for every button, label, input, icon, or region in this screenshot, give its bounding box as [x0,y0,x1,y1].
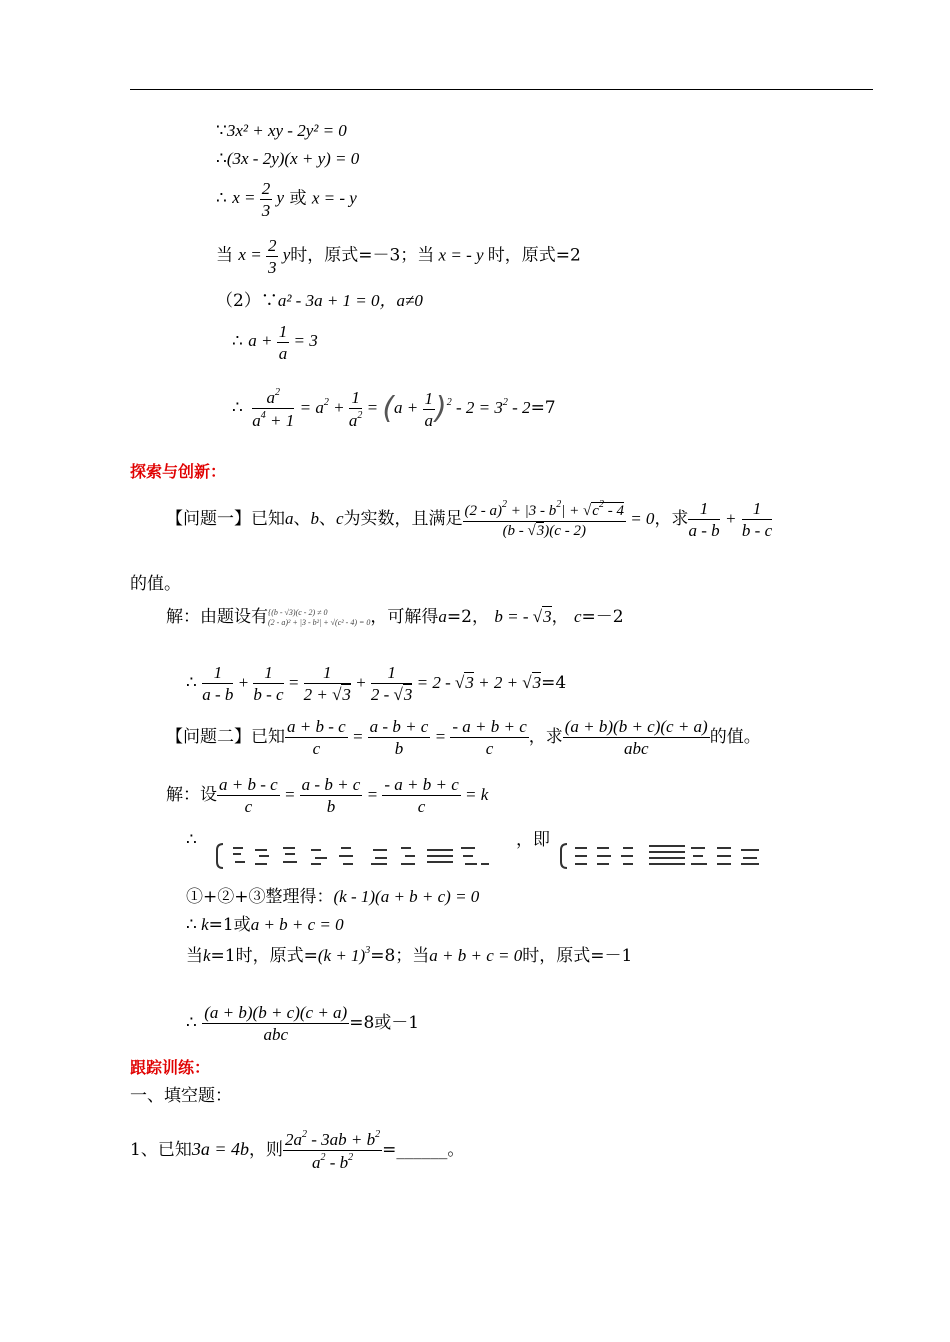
or-word: 或 [289,188,307,209]
factored-equation: (3x - 2y)(x + y) = 0 [226,149,360,168]
problem-fill-1-label: 1、已知 [130,1140,192,1160]
problem-1-label: 【问题一】已知 [166,509,285,529]
when-mid-2: =8；当 [370,946,430,966]
solution-1-mid: ，可解得 [370,607,439,628]
solution-2-cases: ∴ k=1或a + b + c = 0 [186,915,344,935]
line-solutions [216,180,357,219]
line-a-plus-inverse: ∴ a + $\frac{1}{a}$ = 3 [232,322,318,363]
solution-2-system [186,832,197,849]
final-result: =8或－1 [349,1013,420,1033]
when-word: 当 [216,245,233,266]
solution-2-final: ∴ $\frac{(a + b)(b + c)(c + a)}{\text{abc}}$ =8或－1 [186,1003,420,1044]
solution-x-neg-y: x = - y [311,188,357,208]
therefore-symbol: ∴ [216,188,227,209]
therefore-symbol: ∴ [216,149,227,169]
solution-2-sum: ①+②+③整理得：(k - 1)(a + b + c) = 0 [186,887,480,907]
solution-1-result: ∴ $\frac{1}{a - b}$ + $\frac{1}{b - c}$ = $\frac{1}{2 + √3}$ + $\frac{1}{2 - √3}$ = 2 - √3 + 2 + √3=4 [186,663,567,704]
problem-2: 【问题二】已知 $\frac{a + b - c}{c}$ = $\frac{a - b + c}{b}$ = $\frac{- a + b + c}{c}$ ，求 $\frac{(a + b)(b + c)(c + a)}{\text{abc}}$ 的值。 [166,717,761,758]
section-train-title: 跟踪训练： [130,1058,211,1077]
part-2-label: （2）∵ [216,291,278,311]
line-factored [216,150,359,168]
solution-1: 解：由题设有{(b - √3)(c - 2) ≠ 0 (2 - a)² + |3 - b²| + √(c² - 4) = 0，可解得a=2， b = - √3， c=－2 [166,607,624,628]
problem-fill-1-end: =______。 [382,1140,465,1160]
solution-1-label: 解：由题设有 [166,607,268,628]
problem-2-end: 的值。 [709,727,761,747]
condition-a-nonzero: ，a≠0 [379,291,423,310]
line-cases: 当 x = $\frac{2}{3}$ y时，原式=－3；当 x = - y 时，原式=2 [216,236,581,277]
problem-1-end: 的值。 [130,574,181,594]
header-rule [130,89,873,90]
problem-2-label: 【问题二】已知 [166,727,285,747]
result-seven: =7 [530,398,556,418]
solution-2-set: 解：设 $\frac{a + b - c}{c}$ = $\frac{a - b + c}{b}$ = $\frac{- a + b + c}{c}$ = k [166,775,489,816]
therefore-symbol: ∴ [186,830,197,850]
because-symbol: ∵ [216,121,227,141]
ji-word: ，即 [516,830,550,850]
fill-in-title: 一、填空题： [130,1086,232,1106]
problem-1: 【问题一】已知a、b、c为实数，且满足 $\frac{(2 - a)^2 + |3 - b^2| + √c^2 - 4}{(b - √3)(c - 2)}$ = 0，求 $\frac{1}{a - b}$ + $\frac{1}{b - c}$ [166,499,773,540]
when-end: 时，原式=－1 [522,946,633,966]
equation-a: a² - 3a + 1 = 0 [277,291,380,310]
k-equals-1-or: =1或 [208,915,251,935]
value-a: =2， [446,607,489,628]
line-fraction-result: ∴ $\frac{a^2}{a^4 + 1}$ = $a^2$ + $\frac{1}{a^2}$ = (a + $\frac{1}{a}$ )$^2 - 2 = 3^2 - 2=7$ [232,387,556,431]
case-result-1: 时，原式=－3；当 [290,245,435,266]
solution-2-when: 当k=1时，原式$=(k + 1)^3=8$；当a + b + c = 0时，原式=－1 [186,945,633,966]
problem-fill-1: 1、已知3a = 4b，则 $\frac{2a^2 - 3ab + b^2}{a^2 - b^2}$ =______。 [130,1129,465,1172]
value-c: =－2 [581,607,624,628]
when-mid: =1时，原式= [210,946,318,966]
equation-1: 3x² + xy - 2y² = 0 [226,121,347,140]
problem-1-tail: ，求 [654,509,689,529]
problem-1-mid: 为实数，且满足 [343,509,463,529]
system-brace: {(b - √3)(c - 2) ≠ 0 (2 - a)² + |3 - b²| + √(c² - 4) = 0 [268,608,371,627]
solution-2-label: 解：设 [166,785,217,805]
line-because-equation [216,122,347,140]
when-word-2: 当 [186,946,203,966]
solution-x-2-3-y: x = $\frac{2}{3}$ y [232,179,285,220]
case-result-2: 时，原式=2 [487,245,581,266]
sum-label: ①+②+③整理得： [186,887,334,907]
problem-2-tail: ，求 [528,727,563,747]
problem-fill-1-then: ，则 [248,1140,283,1160]
line-part-2 [216,292,423,310]
section-explore-title: 探索与创新： [130,462,227,481]
result-four: =4 [541,673,567,693]
